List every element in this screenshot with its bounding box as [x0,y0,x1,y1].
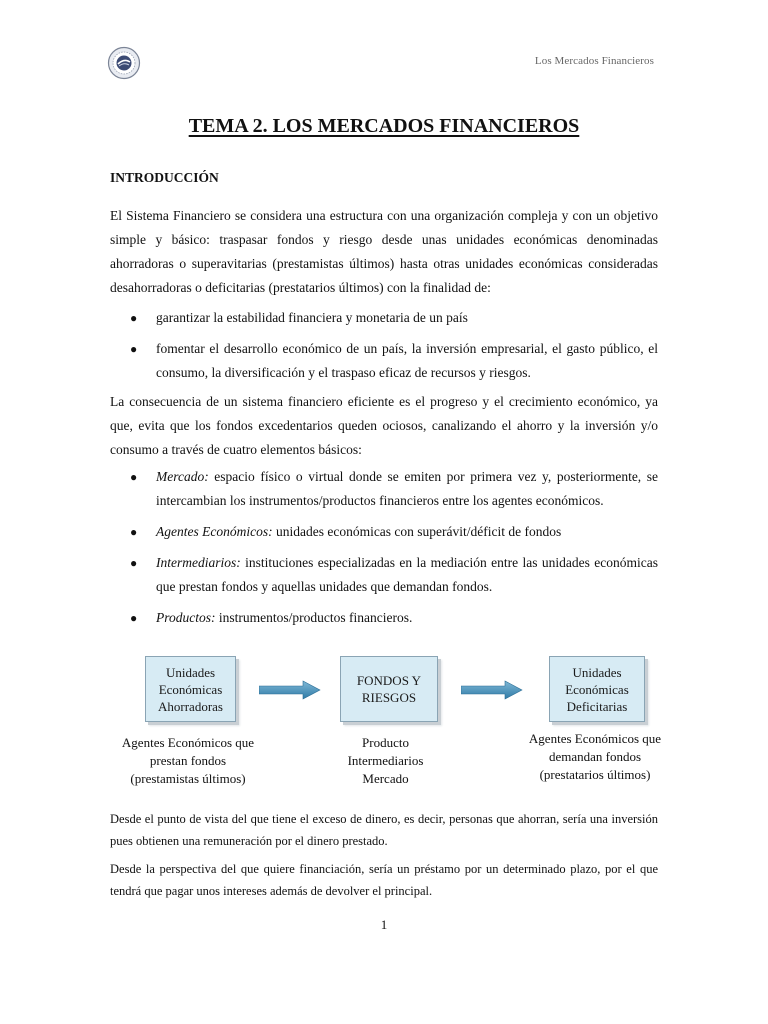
list-item [130,520,658,544]
list-item-text: unidades económicas con superávit/déficit de fondos [272,524,562,539]
list-item [130,465,658,513]
bullet-icon: ● [130,342,138,356]
page-number: 1 [380,917,388,932]
paragraph-consequence: La consecuencia de un sistema financiero eficiente es el progreso y el crecimiento económico, ya que, evita que los fondos excedentarios queden ociosos, canalizando el ahorro y la inversión y/o consumo a través de cuatro elementos básicos: [110,394,658,457]
list-item-text: instituciones especializadas en la mediación entre las unidades económicas que prestan fondos y aquellas unidades que demandan fondos. [156,555,658,594]
flow-box-label: Unidades Económicas Deficitarias [565,664,629,714]
running-header: Los Mercados Financieros [534,55,654,67]
list-item-text: espacio físico o virtual donde se emiten por primera vez y, posteriormente, se intercambian los instrumentos/productos financieros entre los agentes económicos. [156,469,658,508]
list-item-text: garantizar la estabilidad financiera y monetaria de un país [156,310,468,325]
flow-box-funds-risks [340,656,438,722]
bullet-icon: ● [130,470,138,484]
list-item-term: Agentes Económicos: [156,524,273,539]
flow-caption-lenders: Agentes Económicos que prestan fondos (prestamistas últimos) [121,735,255,786]
flow-caption-borrowers: Agentes Económicos que demandan fondos (prestatarios últimos) [528,731,662,782]
flow-box-savers [145,656,236,722]
bullet-icon: ● [130,311,138,325]
paragraph-loan-view: Desde la perspectiva del que quiere financiación, sería un préstamo por un determinado plazo, por el que tendrá que pagar unos intereses además de devolver el principal. [110,862,658,898]
list-item-text: fomentar el desarrollo económico de un país, la inversión empresarial, el gasto público, el consumo, la diversificación y el traspaso eficaz de recursos y riesgos. [156,341,658,380]
list-item-term: Productos: [156,610,216,625]
university-seal-icon [107,46,141,80]
section-heading: INTRODUCCIÓN [110,170,219,185]
list-item [130,306,658,330]
list-item-text: instrumentos/productos financieros. [215,610,413,625]
list-item [130,606,658,630]
flow-caption-intermediaries: Producto Intermediarios Mercado [347,735,424,786]
arrow-right-icon [259,680,321,700]
bullet-icon: ● [130,525,138,539]
flow-box-deficit [549,656,645,722]
bullet-icon: ● [130,611,138,625]
bullet-list-elements [130,465,658,637]
flow-box-label: FONDOS Y RIESGOS [356,673,422,705]
paragraph-investment-view: Desde el punto de vista del que tiene el exceso de dinero, es decir, personas que ahorran, sería una inversión pues obtienen una remuneración por el dinero prestado. [110,812,658,848]
flow-box-label: Unidades Económicas Ahorradoras [158,664,223,714]
paragraph-intro: El Sistema Financiero se considera una estructura con una organización compleja y con un objetivo simple y básico: traspasar fondos y riesgo desde unas unidades económicas denominadas ahorradoras o superavitarias (prestamistas últimos) hasta otras unidades económicas consideradas desahorradoras o deficitarias (prestatarios últimos) con la finalidad de: [110,208,658,295]
bullet-list-goals [130,306,658,392]
arrow-right-icon [461,680,523,700]
list-item [130,551,658,599]
list-item-term: Intermediarios: [156,555,241,570]
bullet-icon: ● [130,556,138,570]
document-title: TEMA 2. LOS MERCADOS FINANCIEROS [188,115,580,137]
list-item [130,337,658,385]
list-item-term: Mercado: [156,469,209,484]
